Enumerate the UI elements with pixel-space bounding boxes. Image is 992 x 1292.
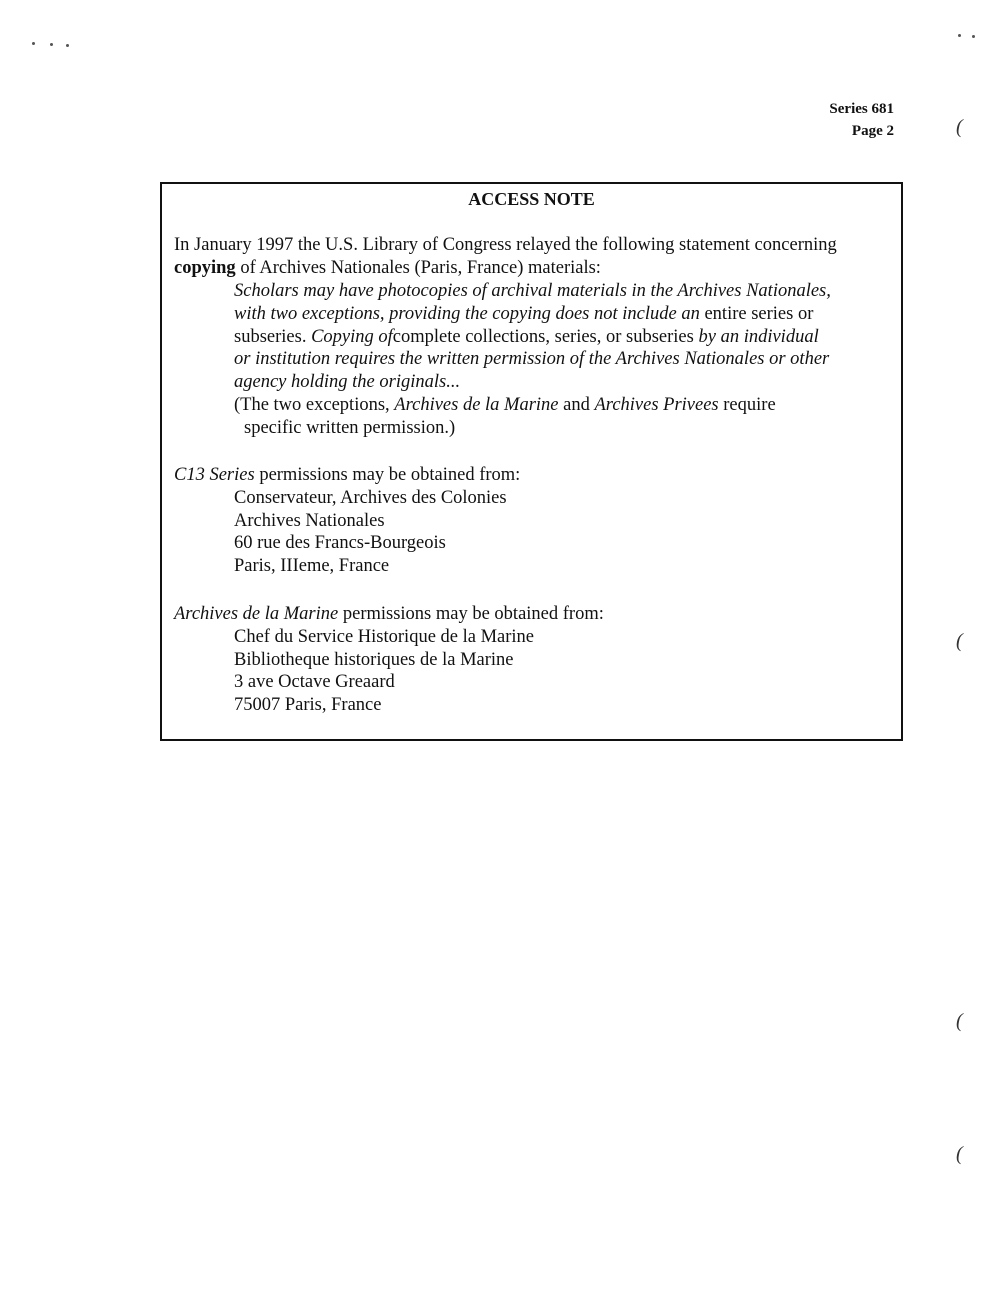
margin-mark: ( — [956, 630, 963, 652]
c13-section — [174, 464, 893, 578]
page-number: Page 2 — [851, 123, 894, 139]
scan-speck — [958, 34, 961, 37]
margin-mark: ( — [956, 116, 963, 138]
address-line: Paris, IIIeme, France — [234, 556, 390, 577]
exceptions-line-2: specific written permission.) — [244, 417, 456, 438]
quote-line-1: Scholars may have photocopies of archival materials in the Archives Nationales, — [234, 281, 831, 301]
quote-line-4: or institution requires the written permission of the Archives Nationales or other — [234, 349, 830, 370]
margin-mark: ( — [956, 1010, 963, 1032]
marine-section — [174, 603, 893, 717]
address-line: Conservateur, Archives des Colonies — [234, 487, 507, 508]
marine-address — [174, 626, 893, 717]
address-line: Chef du Service Historique de la Marine — [234, 626, 535, 647]
copying-bold: copying — [174, 257, 236, 278]
scan-speck — [66, 44, 69, 47]
quote-line-5: agency holding the originals... — [234, 372, 461, 393]
address-line: Bibliotheque historiques de la Marine — [234, 649, 514, 670]
c13-address — [174, 487, 893, 578]
intro-line-1: In January 1997 the U.S. Library of Congress relayed the following statement concerning — [174, 235, 837, 255]
margin-mark: ( — [956, 1143, 963, 1165]
marine-heading: Archives de la Marine permissions may be obtained from: — [174, 604, 604, 624]
series-number: Series 681 — [829, 101, 894, 117]
address-line: 60 rue des Francs-Bourgeois — [234, 533, 446, 554]
intro-paragraph — [174, 234, 893, 280]
scan-speck — [32, 42, 35, 45]
exceptions-line-1: (The two exceptions, Archives de la Marine and Archives Privees require — [234, 394, 776, 415]
quote-line-2: with two exceptions, providing the copying does not include an — [234, 303, 700, 324]
page-header — [829, 98, 894, 142]
scan-speck — [50, 43, 53, 46]
quote-paragraph: Scholars may have photocopies of archival materials in the Archives Nationales, with two exceptions, providing the copying does not include an entire series or subseries. Copying ofcomplete collections, series, or subseries by an individual or institution requires the written permission of the Archives Nationales or other agency holding the originals... (The two exceptions, Archives de la Marine and Archives Privees require specific written permission.) — [174, 280, 893, 440]
quote-line-3: subseries. Copying ofcomplete collections, series, or subseries by an individual — [234, 326, 819, 347]
address-line: 75007 Paris, France — [234, 695, 382, 716]
address-line: Archives Nationales — [234, 510, 385, 531]
access-note-title: ACCESS NOTE — [468, 189, 595, 209]
scan-speck — [972, 35, 975, 38]
intro-line-2: copying of Archives Nationales (Paris, France) materials: — [174, 257, 601, 278]
c13-heading: C13 Series permissions may be obtained from: — [174, 465, 521, 485]
address-line: 3 ave Octave Greaard — [234, 672, 395, 693]
access-note-box — [160, 182, 903, 741]
